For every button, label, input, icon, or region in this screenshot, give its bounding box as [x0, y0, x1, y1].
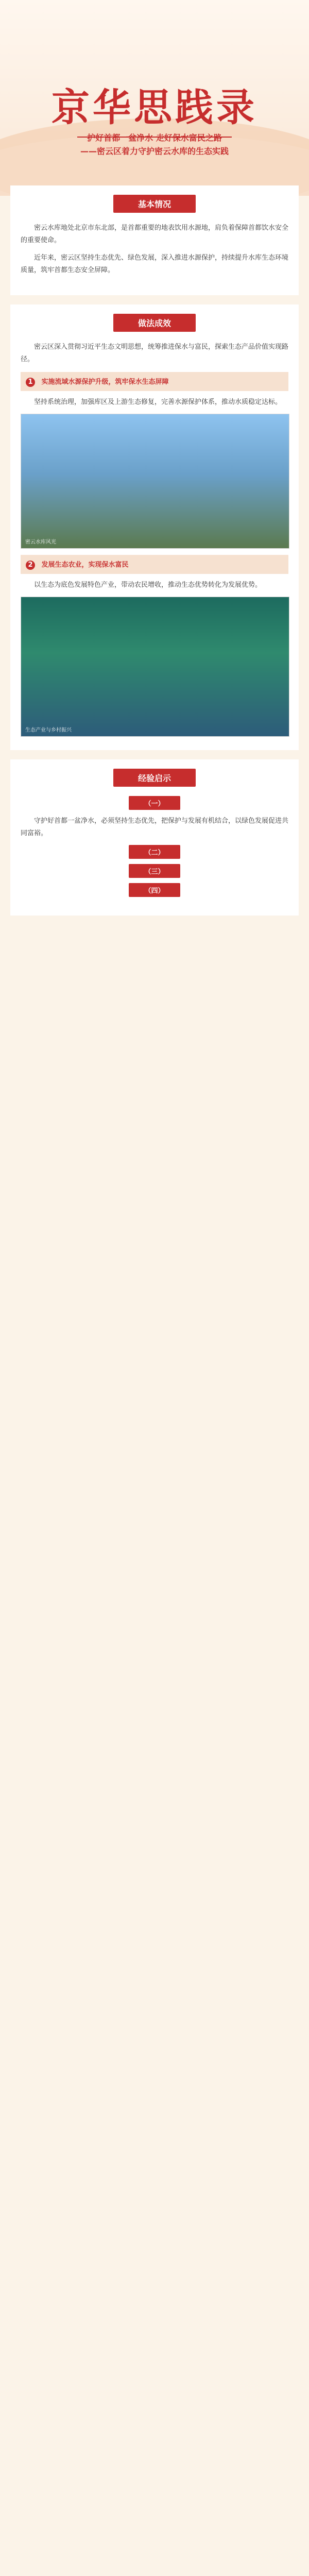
insight-pill-2: （二） — [129, 845, 180, 859]
insight-pill-1: （一） — [129, 796, 180, 810]
basic-paragraph-2: 近年来，密云区坚持生态优先、绿色发展，深入推进水源保护，持续提升水库生态环境质量，筑牢首都生态安全屏障。 — [21, 254, 289, 274]
reservoir-photo — [21, 414, 289, 549]
subtitle-line-1: 护好首都一盆净水 走好保水富民之路 — [87, 133, 222, 143]
page-title: 京华思践录 — [52, 87, 258, 129]
reservoir-photo-caption: 密云水库风光 — [25, 539, 56, 545]
basic-paragraph-1: 密云水库地处北京市东北部，是首都重要的地表饮用水源地，肩负着保障首都饮水安全的重要使命。 — [21, 224, 289, 244]
section-insight — [10, 759, 299, 916]
section-basic — [10, 185, 299, 295]
aerial-map-caption: 生态产业与乡村振兴 — [25, 727, 72, 733]
header-hero — [0, 0, 309, 196]
section-practice — [10, 304, 299, 750]
section-title-basic: 基本情况 — [113, 195, 196, 213]
aerial-map-photo — [21, 597, 289, 737]
insight-pill-4: （四） — [129, 883, 180, 897]
practice-paragraph-2: 以生态为底色发展特色产业，带动农民增收，推动生态优势转化为发展优势。 — [34, 581, 262, 589]
heading-number-icon: 1 — [26, 378, 35, 387]
practice-intro: 密云区深入贯彻习近平生态文明思想，统筹推进保水与富民，探索生态产品价值实现路径。 — [21, 343, 289, 363]
practice-heading-1-text: 实施流域水源保护升级，筑牢保水生态屏障 — [41, 378, 169, 386]
heading-number-icon: 2 — [26, 561, 35, 570]
section-title-insight: 经验启示 — [113, 769, 196, 787]
practice-heading-1 — [21, 372, 288, 391]
section-title-practice: 做法成效 — [113, 314, 196, 332]
practice-heading-2 — [21, 555, 288, 574]
practice-heading-2-text: 发展生态农业，实现保水富民 — [41, 561, 129, 569]
page-subtitle — [0, 131, 309, 158]
practice-paragraph-1: 坚持系统治理，加强库区及上游生态修复，完善水源保护体系，推动水质稳定达标。 — [34, 398, 282, 406]
subtitle-line-2: ——密云区着力守护密云水库的生态实践 — [80, 146, 229, 156]
insight-pill-3: （三） — [129, 864, 180, 878]
insight-paragraph: 守护好首都一盆净水，必须坚持生态优先，把保护与发展有机结合，以绿色发展促进共同富裕。 — [21, 817, 289, 837]
